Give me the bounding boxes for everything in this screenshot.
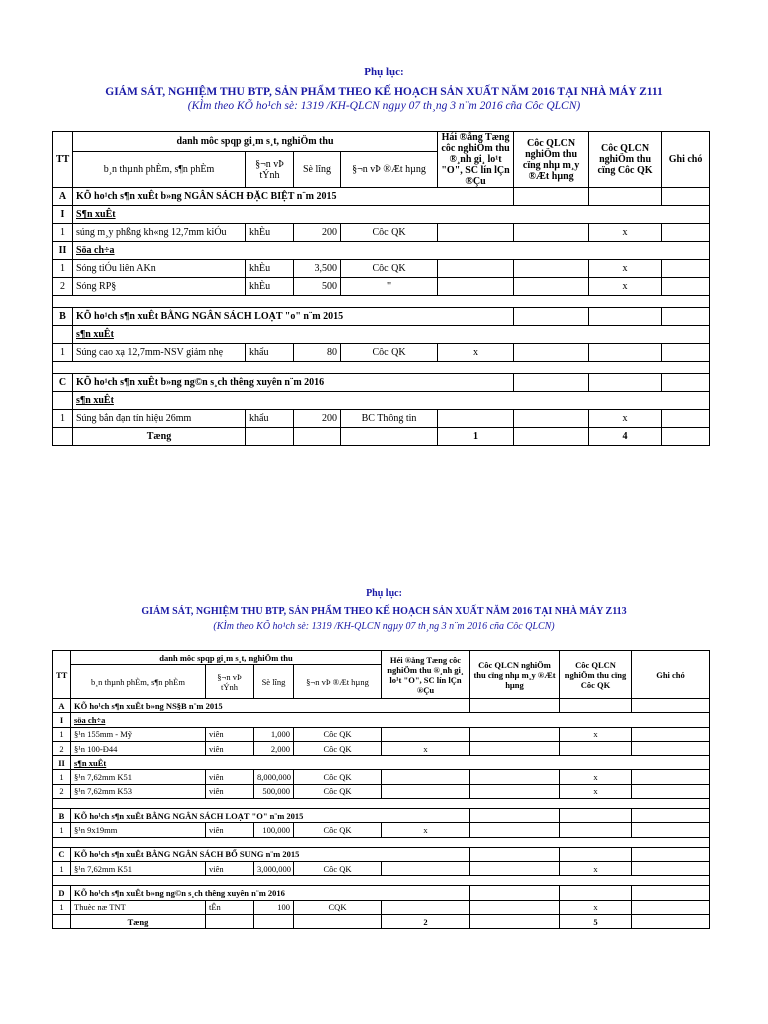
doc1-table — [52, 131, 710, 446]
row-cuc-qk: x — [560, 861, 632, 875]
row-qty: 80 — [294, 344, 341, 362]
table-row — [53, 224, 710, 242]
row-name: Thuèc næ TNT — [71, 900, 206, 914]
header-cuc-qlcn: Côc QLCN nghiÖm thu cïng nhµ m¸y ®Æt hµng — [470, 651, 560, 699]
row-qty: 500,000 — [254, 784, 294, 798]
row-tong-cuc — [382, 770, 470, 784]
row-cuc-qlcn — [470, 900, 560, 914]
row-name: Súng bắn đạn tín hiệu 26mm — [73, 410, 246, 428]
subsection-row — [53, 242, 710, 260]
header-unit: §¬n vÞ tÝnh — [206, 665, 254, 699]
row-name: §¹n 7,62mm K51 — [71, 861, 206, 875]
empty-cell — [632, 914, 710, 928]
section-label: KÕ ho¹ch s¶n xuÊt b»ng ng©n s¸ch thêng xuyên n¨m 2016 — [71, 886, 470, 900]
row-note — [632, 861, 710, 875]
empty-cell — [341, 428, 438, 446]
empty-cell — [470, 886, 560, 900]
table-row — [53, 741, 710, 755]
subsection-label: söa ch÷a — [71, 713, 710, 727]
row-tt: 2 — [53, 278, 73, 296]
subsection-row — [53, 326, 710, 344]
spacer-row — [53, 876, 710, 886]
spacer-cell — [53, 296, 710, 308]
subsection-tt: I — [53, 713, 71, 727]
row-note — [662, 260, 710, 278]
total-cuc-qlcn — [470, 914, 560, 928]
total-label: Tæng — [71, 914, 206, 928]
total-cuc-qk: 5 — [560, 914, 632, 928]
doc1-label: Phụ lục: — [364, 66, 404, 78]
empty-cell — [294, 914, 382, 928]
section-row — [53, 308, 710, 326]
row-tt: 1 — [53, 224, 73, 242]
row-qty: 3,000,000 — [254, 861, 294, 875]
header-tong-cuc: Hái ®ång Tæng côc nghiÖm thu ®¸nh gi¸ lo¹t "O", SC lín lÇn ®Çu — [438, 132, 514, 188]
subsection-tt: II — [53, 756, 71, 770]
doc2-label: Phụ lục: — [366, 588, 402, 599]
row-note — [632, 784, 710, 798]
subsection-tt: II — [53, 242, 73, 260]
row-cuc-qlcn — [470, 727, 560, 741]
section-tt: D — [53, 886, 71, 900]
row-order-unit: CQK — [294, 900, 382, 914]
row-cuc-qlcn — [514, 278, 589, 296]
row-tt: 1 — [53, 823, 71, 837]
empty-cell — [560, 886, 632, 900]
row-cuc-qlcn — [514, 260, 589, 278]
row-order-unit: Côc QK — [341, 224, 438, 242]
subsection-label: Söa ch÷a — [73, 242, 710, 260]
empty-cell — [294, 428, 341, 446]
row-note — [632, 770, 710, 784]
row-unit: viên — [206, 741, 254, 755]
spacer-row — [53, 799, 710, 809]
empty-cell — [206, 914, 254, 928]
row-qty: 500 — [294, 278, 341, 296]
header-group: danh môc spqp gi¸m s¸t, nghiÖm thu — [71, 651, 382, 665]
total-row — [53, 914, 710, 928]
section-tt: B — [53, 809, 71, 823]
doc2-title: GIÁM SÁT, NGHIỆM THU BTP, SẢN PHẨM THEO KẾ HOẠCH SẢN XUẤT NĂM 2016 TẠI NHÀ MÁY Z113 — [141, 606, 627, 617]
row-unit: khÈu — [246, 278, 294, 296]
subsection-label: s¶n xuÊt — [73, 326, 710, 344]
section-label: KÕ ho¹ch s¶n xuÊt BẰNG NGÂN SÁCH LOẠT "o" n¨m 2015 — [73, 308, 514, 326]
header-cuc-qk: Côc QLCN nghiÖm thu cïng Côc QK — [560, 651, 632, 699]
section-label: KÕ ho¹ch s¶n xuÊt b»ng NGÂN SÁCH ĐẶC BIỆT n¨m 2015 — [73, 188, 514, 206]
section-tt: A — [53, 699, 71, 713]
row-tt: 1 — [53, 900, 71, 914]
row-unit: khẩu — [246, 344, 294, 362]
header-order-unit: §¬n vÞ ®Æt hµng — [341, 152, 438, 188]
row-name: §¹n 7,62mm K53 — [71, 784, 206, 798]
subsection-row — [53, 713, 710, 727]
empty-cell — [470, 809, 560, 823]
empty-cell — [254, 914, 294, 928]
table-row — [53, 727, 710, 741]
row-unit: viên — [206, 861, 254, 875]
section-label: KÕ ho¹ch s¶n xuÊt BẰNG NGÂN SÁCH LOẠT "O" n¨m 2015 — [71, 809, 470, 823]
table-row — [53, 770, 710, 784]
row-cuc-qk: x — [589, 278, 662, 296]
section-tt: C — [53, 847, 71, 861]
header-row — [53, 132, 710, 152]
row-qty: 3,500 — [294, 260, 341, 278]
section-row — [53, 809, 710, 823]
empty-cell — [470, 847, 560, 861]
empty-cell — [514, 188, 589, 206]
header-qty: Sè lîng — [294, 152, 341, 188]
row-unit: khÈu — [246, 260, 294, 278]
row-qty: 8,000,000 — [254, 770, 294, 784]
doc2-table — [52, 650, 710, 929]
row-tong-cuc: x — [382, 741, 470, 755]
empty-cell — [514, 308, 589, 326]
row-cuc-qlcn — [514, 410, 589, 428]
empty-cell — [662, 374, 710, 392]
empty-cell — [662, 428, 710, 446]
row-note — [632, 727, 710, 741]
empty-cell — [632, 809, 710, 823]
table-row — [53, 260, 710, 278]
row-cuc-qk: x — [560, 900, 632, 914]
row-cuc-qk — [560, 823, 632, 837]
section-tt: B — [53, 308, 73, 326]
row-order-unit: Côc QK — [341, 260, 438, 278]
header-note: Ghi chó — [632, 651, 710, 699]
row-name: Súng cao xạ 12,7mm-NSV giảm nhẹ — [73, 344, 246, 362]
row-order-unit: Côc QK — [341, 344, 438, 362]
row-order-unit: Côc QK — [294, 784, 382, 798]
subsection-label: s¶n xuÊt — [71, 756, 710, 770]
header-group: danh môc spqp gi¸m s¸t, nghiÖm thu — [73, 132, 438, 152]
row-order-unit: Côc QK — [294, 727, 382, 741]
subsection-tt — [53, 326, 73, 344]
empty-cell — [560, 699, 632, 713]
row-tt: 2 — [53, 784, 71, 798]
section-row — [53, 374, 710, 392]
row-qty: 100,000 — [254, 823, 294, 837]
empty-cell — [632, 699, 710, 713]
row-note — [632, 741, 710, 755]
row-unit: tÊn — [206, 900, 254, 914]
spacer-cell — [53, 362, 710, 374]
row-unit: khÈu — [246, 224, 294, 242]
row-qty: 200 — [294, 410, 341, 428]
row-tt: 2 — [53, 741, 71, 755]
section-label: KÕ ho¹ch s¶n xuÊt BẰNG NGÂN SÁCH BỔ SUNG n¨m 2015 — [71, 847, 470, 861]
row-order-unit: Côc QK — [294, 823, 382, 837]
total-cuc-qlcn — [514, 428, 589, 446]
row-cuc-qlcn — [470, 784, 560, 798]
subsection-label: S¶n xuÊt — [73, 206, 710, 224]
empty-cell — [662, 188, 710, 206]
row-order-unit: " — [341, 278, 438, 296]
row-qty: 200 — [294, 224, 341, 242]
row-cuc-qk: x — [560, 727, 632, 741]
row-tong-cuc — [382, 900, 470, 914]
subsection-row — [53, 756, 710, 770]
row-name: súng m¸y phßng kh«ng 12,7mm kiÓu — [73, 224, 246, 242]
spacer-row — [53, 362, 710, 374]
row-note — [662, 344, 710, 362]
row-tt: 1 — [53, 410, 73, 428]
empty-cell — [560, 847, 632, 861]
row-name: §¹n 155mm - Mỹ — [71, 727, 206, 741]
header-cuc-qk: Côc QLCN nghiÖm thu cïng Côc QK — [589, 132, 662, 188]
row-order-unit: BC Thông tin — [341, 410, 438, 428]
empty-cell — [514, 374, 589, 392]
table-row — [53, 344, 710, 362]
row-tong-cuc — [438, 410, 514, 428]
header-cuc-qlcn: Côc QLCN nghiÖm thu cïng nhµ m¸y ®Æt hµng — [514, 132, 589, 188]
section-row — [53, 188, 710, 206]
row-tt: 1 — [53, 727, 71, 741]
empty-cell — [470, 699, 560, 713]
row-unit: viên — [206, 727, 254, 741]
row-tong-cuc — [438, 224, 514, 242]
row-tong-cuc — [382, 784, 470, 798]
row-tt: 1 — [53, 861, 71, 875]
empty-cell — [589, 188, 662, 206]
total-row — [53, 428, 710, 446]
row-name: Sóng RP§ — [73, 278, 246, 296]
row-cuc-qk: x — [560, 770, 632, 784]
row-qty: 2,000 — [254, 741, 294, 755]
empty-cell — [589, 374, 662, 392]
subsection-row — [53, 392, 710, 410]
section-row — [53, 699, 710, 713]
row-qty: 100 — [254, 900, 294, 914]
empty-cell — [53, 914, 71, 928]
table-row — [53, 278, 710, 296]
table-row — [53, 784, 710, 798]
spacer-cell — [53, 837, 710, 847]
doc1-subtitle: (KÌm theo KÕ ho¹ch sè: 1319 /KH-QLCN ngµy 07 th¸ng 3 n¨m 2016 cña Côc QLCN) — [187, 100, 581, 112]
row-unit: khẩu — [246, 410, 294, 428]
table-row — [53, 861, 710, 875]
header-tt: TT — [53, 132, 73, 188]
header-name: b¸n thµnh phÈm, s¶n phÈm — [71, 665, 206, 699]
row-cuc-qk: x — [560, 784, 632, 798]
row-tt: 1 — [53, 770, 71, 784]
header-row — [53, 651, 710, 665]
spacer-row — [53, 296, 710, 308]
row-tong-cuc: x — [438, 344, 514, 362]
section-tt: C — [53, 374, 73, 392]
row-cuc-qlcn — [470, 770, 560, 784]
row-unit: viên — [206, 823, 254, 837]
table-row — [53, 410, 710, 428]
row-tong-cuc — [438, 260, 514, 278]
empty-cell — [632, 886, 710, 900]
empty-cell — [662, 308, 710, 326]
row-cuc-qk: x — [589, 410, 662, 428]
row-order-unit: Côc QK — [294, 741, 382, 755]
subsection-row — [53, 206, 710, 224]
row-qty: 1,000 — [254, 727, 294, 741]
row-note — [662, 278, 710, 296]
row-tt: 1 — [53, 260, 73, 278]
row-note — [662, 224, 710, 242]
header-note: Ghi chó — [662, 132, 710, 188]
spacer-cell — [53, 799, 710, 809]
row-cuc-qk: x — [589, 224, 662, 242]
row-cuc-qlcn — [514, 224, 589, 242]
subsection-tt: I — [53, 206, 73, 224]
row-name: Sóng tiÓu liên AKn — [73, 260, 246, 278]
row-unit: viên — [206, 770, 254, 784]
header-tt: TT — [53, 651, 71, 699]
spacer-cell — [53, 876, 710, 886]
row-cuc-qlcn — [514, 344, 589, 362]
total-tong-cuc: 1 — [438, 428, 514, 446]
spacer-row — [53, 837, 710, 847]
header-order-unit: §¬n vÞ ®Æt hµng — [294, 665, 382, 699]
empty-cell — [53, 428, 73, 446]
row-tong-cuc: x — [382, 823, 470, 837]
section-label: KÕ ho¹ch s¶n xuÊt b»ng NS§B n¨m 2015 — [71, 699, 470, 713]
row-cuc-qlcn — [470, 861, 560, 875]
row-name: §¹n 9x19mm — [71, 823, 206, 837]
section-row — [53, 847, 710, 861]
subsection-label: s¶n xuÊt — [73, 392, 710, 410]
row-name: §¹n 7,62mm K51 — [71, 770, 206, 784]
empty-cell — [589, 308, 662, 326]
row-tong-cuc — [438, 278, 514, 296]
empty-cell — [632, 847, 710, 861]
row-cuc-qk — [560, 741, 632, 755]
doc1-title: GIÁM SÁT, NGHIỆM THU BTP, SẢN PHẨM THEO KẾ HOẠCH SẢN XUẤT NĂM 2016 TẠI NHÀ MÁY Z111 — [105, 86, 663, 98]
row-cuc-qk: x — [589, 260, 662, 278]
header-tong-cuc: Héi ®ång Tæng côc nghiÖm thu ®¸nh gi¸ lo¹t "O", SC lín lÇn ®Çu — [382, 651, 470, 699]
header-name: b¸n thµnh phÈm, s¶n phÈm — [73, 152, 246, 188]
row-note — [632, 900, 710, 914]
row-order-unit: Côc QK — [294, 861, 382, 875]
row-tong-cuc — [382, 861, 470, 875]
total-cuc-qk: 4 — [589, 428, 662, 446]
row-note — [662, 410, 710, 428]
section-row — [53, 886, 710, 900]
row-tong-cuc — [382, 727, 470, 741]
row-cuc-qk — [589, 344, 662, 362]
header-unit: §¬n vÞ tÝnh — [246, 152, 294, 188]
row-order-unit: Côc QK — [294, 770, 382, 784]
table-row — [53, 823, 710, 837]
total-label: Tæng — [73, 428, 246, 446]
section-label: KÕ ho¹ch s¶n xuÊt b»ng ng©n s¸ch thêng xuyên n¨m 2016 — [73, 374, 514, 392]
row-note — [632, 823, 710, 837]
row-cuc-qlcn — [470, 823, 560, 837]
header-qty: Sè lîng — [254, 665, 294, 699]
section-tt: A — [53, 188, 73, 206]
total-tong-cuc: 2 — [382, 914, 470, 928]
subsection-tt — [53, 392, 73, 410]
row-unit: viên — [206, 784, 254, 798]
row-name: §¹n 100-Đ44 — [71, 741, 206, 755]
table-row — [53, 900, 710, 914]
empty-cell — [560, 809, 632, 823]
empty-cell — [246, 428, 294, 446]
row-cuc-qlcn — [470, 741, 560, 755]
doc2-subtitle: (KÌm theo KÕ ho¹ch sè: 1319 /KH-QLCN ngµy 07 th¸ng 3 n¨m 2016 cña Côc QLCN) — [213, 621, 555, 632]
row-tt: 1 — [53, 344, 73, 362]
